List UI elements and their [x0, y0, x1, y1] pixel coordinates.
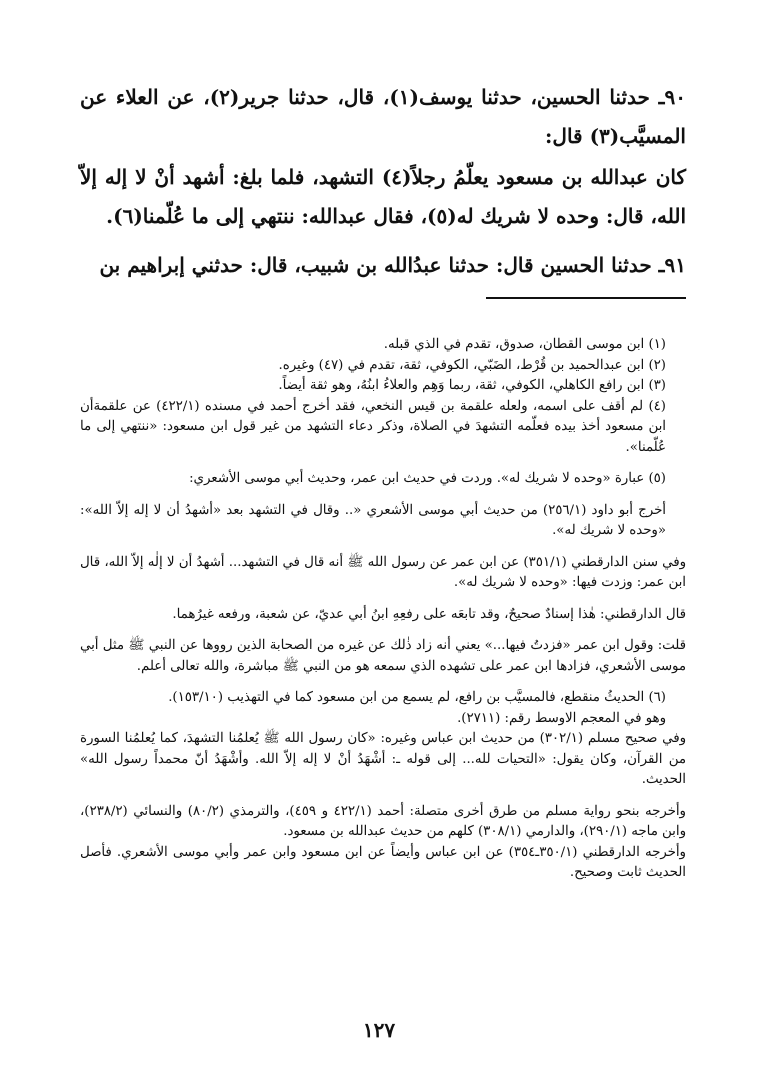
page-number: ١٢٧: [362, 1018, 396, 1042]
main-text: [80, 78, 686, 285]
footnote-5-note: قلت: وقول ابن عمر «فزدتُ فيها...» يعني أنه زاد ذٰلك عن غيره من الصحابة الذين رووها عن النبي ﷺ مثل أبي موسى الأشعري، فزادها ابن عمر على تشهده الذي سمعه هو من النبي ﷺ مباشرة، والله تعالى أعلم.: [80, 638, 686, 674]
footnote-6: (٦) الحديثُ منقطع، فالمسيَّب بن رافع، لم يسمع من ابن مسعود كما في التهذيب (١٥٣/١٠).: [168, 690, 666, 705]
hadith-91-isnad: ٩١ـ حدثنا الحسين قال: حدثنا عبدُالله بن شبيب، قال: حدثني إبراهيم بن: [99, 253, 686, 277]
footnote-6-mujam: وهو في المعجم الاوسط رقم: (٢٧١١).: [457, 710, 666, 726]
footnote-3: (٣) ابن رافع الكاهلي، الكوفي، ثقة، ربما وَهِم والعلاءُ ابنُهُ، وهو ثقة أيضاً.: [278, 378, 666, 393]
footnote-1: (١) ابن موسى القطان، صدوق، تقدم في الذي قبله.: [383, 337, 666, 352]
footnotes: [80, 335, 686, 884]
footnote-4: (٤) لم أقف على اسمه، ولعله علقمة بن قيس النخعي، فقد أخرج أحمد في مسنده (٤٢٢/١) عن علقمةأن ابن مسعود أخذ بيده فعلّمه التشهدَ في الصلاة، وذكر دعاء التشهد من غير قول ابن مسعود: «ننتهي إلى ما عُلّمنا».: [80, 398, 666, 455]
hadith-90-isnad: ٩٠ـ حدثنا الحسين، حدثنا يوسف(١)، قال، حدثنا جرير(٢)، عن العلاء عن المسيَّب(٣) قال:: [80, 85, 687, 148]
page-body: [80, 78, 686, 884]
footnote-5: (٥) عبارة «وحده لا شريك له». وردت في حديث ابن عمر، وحديث أبي موسى الأشعري:: [189, 471, 666, 486]
footnote-2: (٢) ابن عبدالحميد بن قُرْط، الضَبّي، الكوفي، ثقة، تقدم في (٤٧) وغيره.: [278, 357, 666, 373]
footnote-5-daraqutni: وفي سنن الدارقطني (٣٥١/١) عن ابن عمر عن رسول الله ﷺ أنه قال في التشهد... أشهدُ أن لا إلٰه إلاّ الله، قال ابن عمر: وزدت فيها: «وحده لا شريك له».: [80, 554, 686, 590]
hadith-90-matn: كان عبدالله بن مسعود يعلّمُ رجلاً(٤) التشهد، فلما بلغ: أشهد أنْ لا إله إلاّ الله، قال: وحده لا شريك له(٥)، فقال عبدالله: ننتهي إلى ما عُلّمنا(٦).: [80, 165, 687, 228]
footnote-5-abu-dawud: أخرج أبو داود (٢٥٦/١) من حديث أبي موسى الأشعري «.. وقال في التشهد بعد «أشهدُ أن لا إله إلاّ الله»: «وحده لا شريك له».: [80, 502, 666, 538]
footnote-divider: [486, 297, 686, 299]
footnote-5-daraqutni-comment: قال الدارقطني: هٰذا إسنادٌ صحيحٌ، وقد تابعَه على رفعِهِ ابنُ أبي عديّ، عن شعبة، ورفعه غيرُهما.: [172, 606, 686, 622]
footnote-6-other-routes: وأخرجه بنحو رواية مسلم من طرق أخرى متصلة: أحمد (٤٢٢/١ و ٤٥٩)، والترمذي (٨٠/٢) والنسائي (٢٣٨/٢)، وابن ماجه (٢٩٠/١)، والدارمي (٣٠٨/١) كلهم من حديث عبدالله بن مسعود.: [80, 803, 686, 839]
footnote-6-muslim: وفي صحيح مسلم (٣٠٢/١) من حديث ابن عباس وغيره: «كان رسول الله ﷺ يُعلمُنا التشهدَ، كما يُعلمُنا السورة من القرآن، وكان يقول: «التحيات لله... إلى قوله ـ: أشْهَدُ أنْ لا إله إلاّ الله. وأشْهَدُ أنّ محمداً رسول الله» الحديث.: [80, 731, 686, 787]
footnote-6-conclusion: وأخرجه الدارقطني (٣٥٠/١ـ٣٥٤) عن ابن عباس وأيضاً عن ابن مسعود وابن عمر وأبي موسى الأشعري. فأصل الحديث ثابت وصحيح.: [80, 844, 686, 880]
